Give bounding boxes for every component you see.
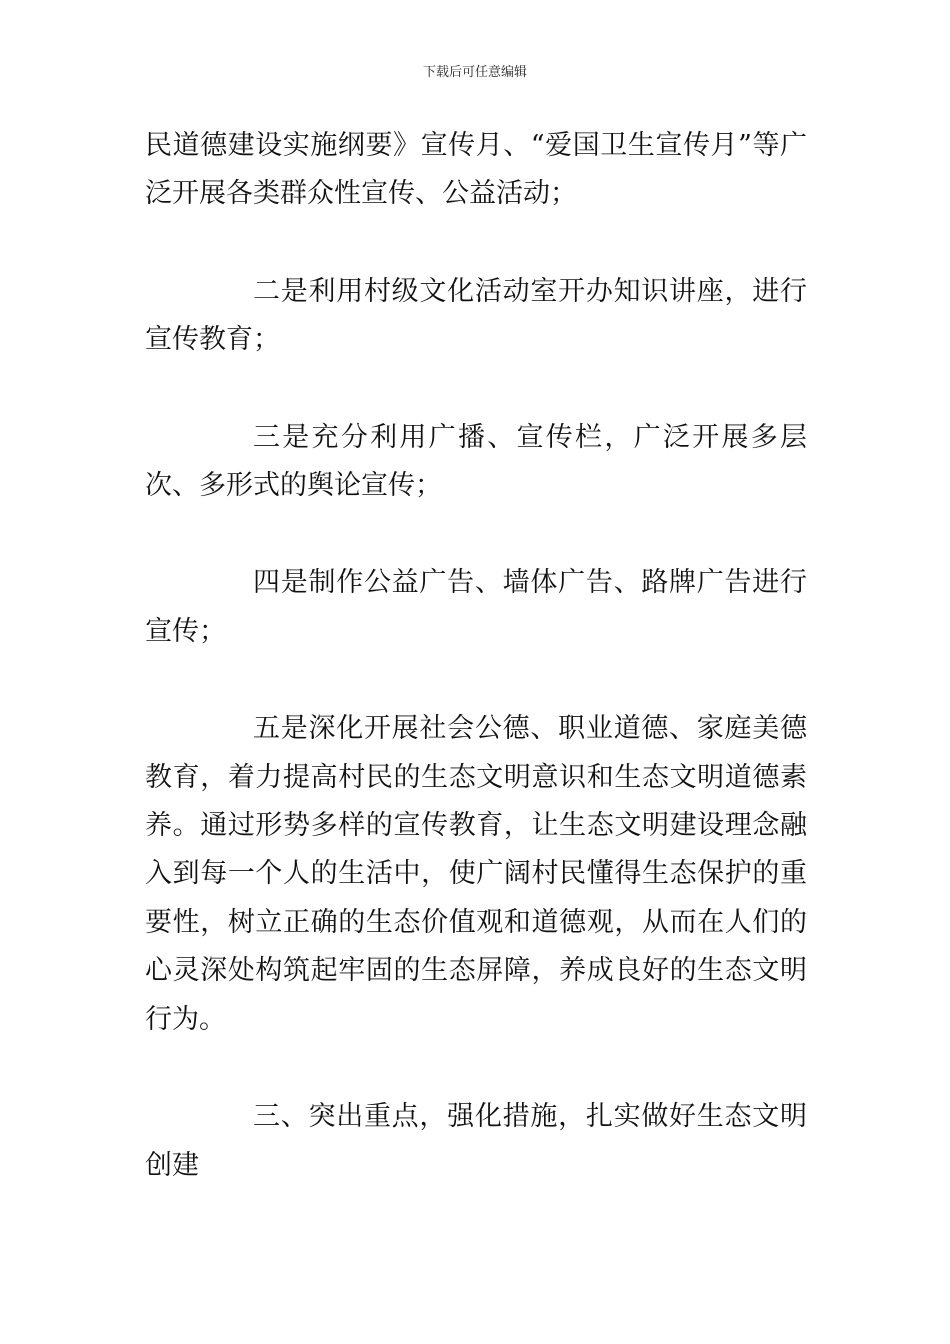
paragraph-item-three: 三是充分利用广播、宣传栏，广泛开展多层次、多形式的舆论宣传；: [145, 421, 807, 502]
paragraph-continuation: 民道德建设实施纲要》宣传月、“爱国卫生宣传月”等广泛开展各类群众性宣传、公益活动；: [145, 130, 807, 210]
paragraph-item-four: 四是制作公益广告、墙体广告、路牌广告进行宣传；: [145, 567, 807, 647]
paragraph-item-five: 五是深化开展社会公德、职业道德、家庭美德教育，着力提高村民的生态文明意识和生态文明道德素养。通过形势多样的宣传教育，让生态文明建设理念融入到每一个人的生活中，使广阔村民懂得生态保护的重要性，树立正确的生态价值观和道德观，从而在人们的心灵深处构筑起牢固的生态屏障，养成良好的生态文明行为。: [145, 713, 807, 1035]
section-heading-three: 三、突出重点，强化措施，扎实做好生态文明创建: [145, 1101, 807, 1181]
document-body: [145, 122, 807, 1239]
page-header-note: 下载后可任意编辑: [422, 65, 527, 80]
paragraph-item-two: 二是利用村级文化活动室开办知识讲座，进行宣传教育；: [145, 275, 807, 356]
